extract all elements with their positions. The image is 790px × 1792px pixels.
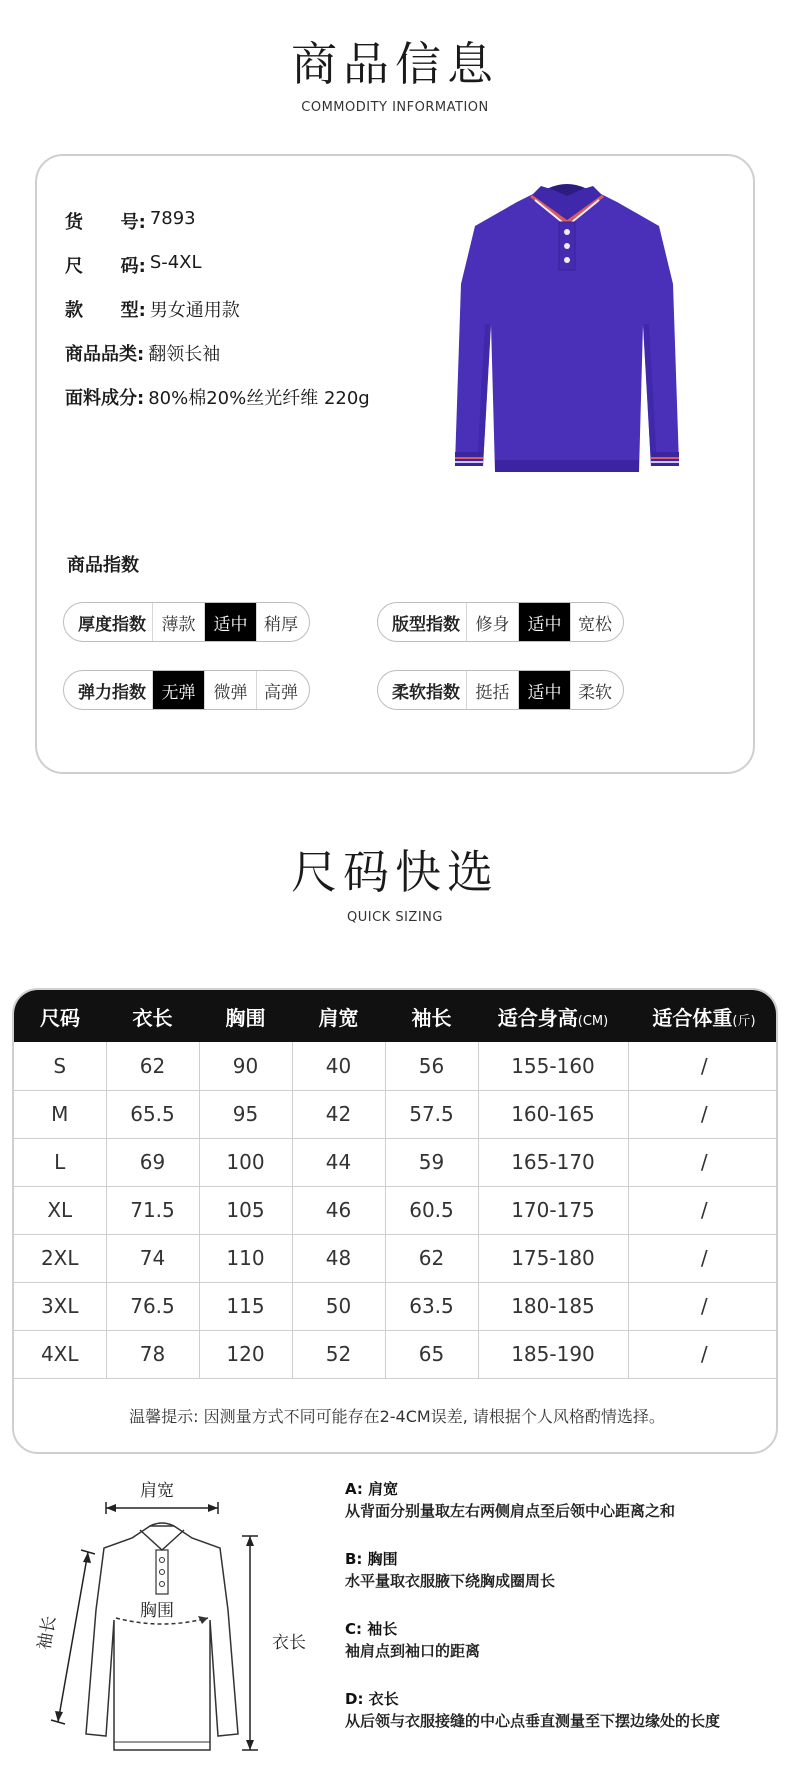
note-head: A: 肩宽 [345, 1480, 399, 1498]
size-table-header [14, 990, 778, 1042]
index-thickness [63, 602, 310, 642]
index-title: 商品指数 [67, 555, 139, 576]
note-body: 水平量取衣服腋下绕胸成圈周长 [345, 1572, 556, 1590]
index-option: 修身 [467, 603, 519, 641]
col-header-sleeve: 袖长 [385, 990, 478, 1042]
table-row [14, 1234, 778, 1282]
sizing-subtitle: QUICK SIZING [347, 910, 443, 925]
table-cell: 180-185 [478, 1282, 628, 1330]
index-elasticity [63, 670, 310, 710]
col-header-chest: 胸围 [199, 990, 292, 1042]
table-cell: / [628, 1090, 778, 1138]
size-table [14, 990, 778, 1379]
table-cell: 2XL [14, 1234, 106, 1282]
spec-row-style [65, 296, 240, 322]
index-label: 柔软指数 [378, 671, 467, 709]
index-option-selected: 适中 [519, 671, 571, 709]
table-cell: 175-180 [478, 1234, 628, 1282]
table-cell: L [14, 1138, 106, 1186]
table-cell: 90 [199, 1042, 292, 1090]
measurement-diagram [28, 1470, 318, 1770]
index-label: 弹力指数 [64, 671, 153, 709]
table-row [14, 1186, 778, 1234]
label-length: 衣长 [272, 1633, 306, 1653]
label-sleeve: 袖长 [34, 1614, 61, 1652]
table-cell: 76.5 [106, 1282, 199, 1330]
table-cell: 155-160 [478, 1042, 628, 1090]
col-header-length: 衣长 [106, 990, 199, 1042]
label-shoulder: 肩宽 [140, 1481, 174, 1501]
spec-value: 7893 [149, 208, 196, 229]
commodity-title: 商品信息 [291, 37, 499, 91]
table-cell: / [628, 1282, 778, 1330]
spec-row-item-no [65, 208, 196, 234]
index-option-selected: 适中 [205, 603, 257, 641]
spec-row-size [65, 252, 202, 278]
note-length [345, 1688, 785, 1732]
spec-value: 男女通用款 [149, 300, 240, 321]
table-cell: 170-175 [478, 1186, 628, 1234]
table-cell: 56 [385, 1042, 478, 1090]
index-option: 稍厚 [264, 614, 298, 635]
table-cell: 59 [385, 1138, 478, 1186]
col-header-height: 适合身高(CM) [478, 990, 628, 1042]
note-body: 从背面分别量取左右两侧肩点至后领中心距离之和 [345, 1502, 676, 1520]
note-head: C: 袖长 [345, 1620, 398, 1638]
note-body: 从后领与衣服接缝的中心点垂直测量至下摆边缘处的长度 [345, 1712, 721, 1730]
spec-value: 翻领长袖 [148, 344, 221, 365]
commodity-subtitle: COMMODITY INFORMATION [301, 100, 489, 115]
table-cell: 160-165 [478, 1090, 628, 1138]
index-label: 版型指数 [378, 603, 467, 641]
index-option-selected: 无弹 [153, 671, 205, 709]
index-option: 微弹 [205, 671, 257, 709]
index-option: 宽松 [578, 614, 612, 635]
table-row [14, 1138, 778, 1186]
table-cell: 65 [385, 1330, 478, 1378]
table-cell: 120 [199, 1330, 292, 1378]
spec-label: 款 型: [65, 300, 146, 321]
col-header-size: 尺码 [14, 990, 106, 1042]
index-option: 薄款 [153, 603, 205, 641]
table-cell: 71.5 [106, 1186, 199, 1234]
index-label: 厚度指数 [64, 603, 153, 641]
spec-label: 尺 码: [65, 256, 146, 277]
table-cell: / [628, 1186, 778, 1234]
spec-value: 80%棉20%丝光纤维 220g [148, 388, 370, 409]
table-cell: 62 [106, 1042, 199, 1090]
index-softness [377, 670, 624, 710]
label-chest: 胸围 [140, 1601, 174, 1621]
sizing-tip: 温馨提示: 因测量方式不同可能存在2-4CM误差, 请根据个人风格酌情选择。 [129, 1407, 665, 1426]
col-header-shoulder: 肩宽 [292, 990, 385, 1042]
table-cell: 95 [199, 1090, 292, 1138]
note-shoulder [345, 1478, 785, 1522]
commodity-card [35, 154, 755, 774]
table-row [14, 1042, 778, 1090]
table-row [14, 1090, 778, 1138]
table-cell: 100 [199, 1138, 292, 1186]
spec-row-category [65, 340, 220, 366]
table-cell: 165-170 [478, 1138, 628, 1186]
table-cell: 3XL [14, 1282, 106, 1330]
table-cell: 115 [199, 1282, 292, 1330]
table-row [14, 1282, 778, 1330]
table-cell: / [628, 1138, 778, 1186]
note-chest [345, 1548, 785, 1592]
table-cell: 78 [106, 1330, 199, 1378]
index-option: 柔软 [578, 682, 612, 703]
table-cell: / [628, 1330, 778, 1378]
table-cell: S [14, 1042, 106, 1090]
polo-shirt-image [447, 174, 687, 494]
note-head: B: 胸围 [345, 1550, 398, 1568]
table-row [14, 1330, 778, 1378]
table-cell: 65.5 [106, 1090, 199, 1138]
table-cell: 4XL [14, 1330, 106, 1378]
index-option: 高弹 [264, 682, 298, 703]
table-cell: 62 [385, 1234, 478, 1282]
table-cell: 50 [292, 1282, 385, 1330]
table-cell: 60.5 [385, 1186, 478, 1234]
note-body: 袖肩点到袖口的距离 [345, 1642, 481, 1660]
spec-value: S-4XL [149, 252, 202, 273]
table-cell: 57.5 [385, 1090, 478, 1138]
index-option-selected: 适中 [519, 603, 571, 641]
index-fit [377, 602, 624, 642]
size-table-card [12, 988, 778, 1454]
measurement-notes [345, 1478, 785, 1758]
table-cell: 69 [106, 1138, 199, 1186]
table-cell: 63.5 [385, 1282, 478, 1330]
sizing-title: 尺码快选 [291, 845, 499, 899]
spec-label: 商品品类: [65, 344, 145, 365]
table-cell: 74 [106, 1234, 199, 1282]
note-sleeve [345, 1618, 785, 1662]
table-cell: XL [14, 1186, 106, 1234]
table-cell: / [628, 1042, 778, 1090]
spec-label: 货 号: [65, 212, 146, 233]
table-cell: 48 [292, 1234, 385, 1282]
table-cell: M [14, 1090, 106, 1138]
table-cell: 52 [292, 1330, 385, 1378]
table-cell: 42 [292, 1090, 385, 1138]
table-cell: 46 [292, 1186, 385, 1234]
spec-label: 面料成分: [65, 388, 145, 409]
table-cell: / [628, 1234, 778, 1282]
note-head: D: 衣长 [345, 1690, 399, 1708]
table-cell: 105 [199, 1186, 292, 1234]
spec-row-fabric [65, 384, 370, 410]
table-cell: 44 [292, 1138, 385, 1186]
col-header-weight: 适合体重(斤) [628, 990, 778, 1042]
table-cell: 110 [199, 1234, 292, 1282]
table-cell: 40 [292, 1042, 385, 1090]
index-option: 挺括 [467, 671, 519, 709]
table-cell: 185-190 [478, 1330, 628, 1378]
